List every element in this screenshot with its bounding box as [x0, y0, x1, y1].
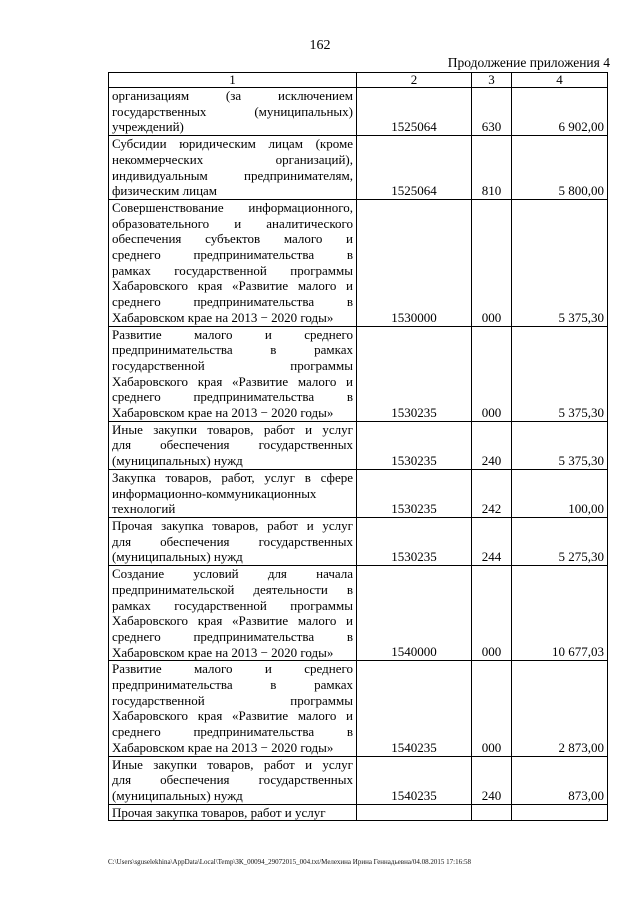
- table-row: [109, 469, 608, 517]
- row-description: [109, 661, 357, 756]
- description-line: Хабаровского края «Развитие малого и: [112, 278, 353, 294]
- description-line: Хабаровском крае на 2013 − 2020 годы»: [112, 739, 334, 755]
- column-header: 3: [472, 73, 512, 88]
- row-code: [357, 804, 472, 821]
- table-row: [109, 566, 608, 661]
- column-header: 2: [357, 73, 472, 88]
- table-row: [109, 326, 608, 421]
- description-line: государственных (муниципальных): [112, 103, 353, 119]
- description-line: образовательного и аналитического: [112, 215, 353, 231]
- file-path-footer: C:\Users\sguselekhina\AppData\Local\Temp\ЗК_00094_29072015_004.txt/Мелехина Ирина Геннадьевна/04.08.2015 17:16:58: [108, 858, 472, 866]
- description-line: (муниципальных) нужд: [112, 787, 243, 803]
- description-line: среднего предпринимательства в: [112, 294, 353, 310]
- description-line: среднего предпринимательства в: [112, 389, 353, 405]
- row-expense-type: 000: [472, 661, 512, 756]
- row-description: [109, 136, 357, 200]
- description-line: Создание условий для начала: [112, 566, 353, 582]
- row-description: [109, 756, 357, 804]
- description-line: Субсидии юридическим лицам (кроме: [112, 136, 353, 152]
- row-amount: 10 677,03: [512, 566, 608, 661]
- row-code: 1530000: [357, 199, 472, 326]
- row-code: 1530235: [357, 469, 472, 517]
- description-line: учреждений): [112, 119, 184, 135]
- row-code: 1540000: [357, 566, 472, 661]
- description-line: Хабаровского края «Развитие малого и: [112, 373, 353, 389]
- row-code: 1530235: [357, 421, 472, 469]
- row-code: 1525064: [357, 136, 472, 200]
- table-row: [109, 804, 608, 821]
- row-expense-type: 000: [472, 566, 512, 661]
- description-line: Прочая закупка товаров, работ и услуг: [112, 517, 353, 533]
- description-line: Хабаровского края «Развитие малого и: [112, 708, 353, 724]
- description-line: Развитие малого и среднего: [112, 326, 353, 342]
- column-header: 1: [109, 73, 357, 88]
- column-header: 4: [512, 73, 608, 88]
- row-description: [109, 199, 357, 326]
- row-description: [109, 804, 357, 821]
- description-line: некоммерческих организаций),: [112, 151, 353, 167]
- description-line: Развитие малого и среднего: [112, 661, 353, 677]
- table-row: [109, 517, 608, 565]
- table-row: [109, 88, 608, 136]
- row-expense-type: 240: [472, 421, 512, 469]
- row-expense-type: 240: [472, 756, 512, 804]
- row-code: 1530235: [357, 326, 472, 421]
- row-expense-type: 244: [472, 517, 512, 565]
- row-expense-type: 810: [472, 136, 512, 200]
- description-line: физическим лицам: [112, 183, 218, 199]
- row-description: [109, 469, 357, 517]
- row-description: [109, 421, 357, 469]
- description-line: для обеспечения государственных: [112, 437, 353, 453]
- description-line: Хабаровском крае на 2013 − 2020 годы»: [112, 405, 334, 421]
- row-amount: [512, 804, 608, 821]
- header-row: [109, 73, 608, 88]
- table-row: [109, 661, 608, 756]
- row-code: 1540235: [357, 756, 472, 804]
- description-line: Хабаровском крае на 2013 − 2020 годы»: [112, 309, 334, 325]
- description-line: Закупка товаров, работ, услуг в сфере: [112, 469, 353, 485]
- row-amount: 100,00: [512, 469, 608, 517]
- description-line: для обеспечения государственных: [112, 533, 353, 549]
- page-number: 162: [309, 38, 331, 53]
- description-line: среднего предпринимательства в: [112, 247, 353, 263]
- table-row: [109, 199, 608, 326]
- row-expense-type: 630: [472, 88, 512, 136]
- description-line: рамках государственной программы: [112, 262, 353, 278]
- description-line: организациям (за исключением: [112, 88, 353, 103]
- table-row: [109, 756, 608, 804]
- description-line: обеспечения субъектов малого и: [112, 231, 353, 247]
- description-line: среднего предпринимательства в: [112, 628, 353, 644]
- description-line: среднего предпринимательства в: [112, 724, 353, 740]
- row-expense-type: [472, 804, 512, 821]
- description-line: рамках государственной программы: [112, 597, 353, 613]
- description-line: Хабаровском крае на 2013 − 2020 годы»: [112, 644, 334, 660]
- row-expense-type: 000: [472, 199, 512, 326]
- description-line: для обеспечения государственных: [112, 772, 353, 788]
- description-line: государственной программы: [112, 357, 353, 373]
- row-code: 1530235: [357, 517, 472, 565]
- row-description: [109, 326, 357, 421]
- table-row: [109, 136, 608, 200]
- row-amount: 5 375,30: [512, 326, 608, 421]
- row-description: [109, 517, 357, 565]
- row-description: [109, 566, 357, 661]
- row-amount: 6 902,00: [512, 88, 608, 136]
- row-description: [109, 88, 357, 136]
- description-line: информационно-коммуникационных: [112, 485, 317, 501]
- budget-table: [108, 72, 608, 821]
- row-amount: 5 375,30: [512, 199, 608, 326]
- row-amount: 873,00: [512, 756, 608, 804]
- description-line: предпринимательства в рамках: [112, 342, 353, 358]
- row-amount: 2 873,00: [512, 661, 608, 756]
- row-expense-type: 000: [472, 326, 512, 421]
- row-code: 1540235: [357, 661, 472, 756]
- description-line: Хабаровского края «Развитие малого и: [112, 613, 353, 629]
- description-line: (муниципальных) нужд: [112, 453, 243, 469]
- row-amount: 5 275,30: [512, 517, 608, 565]
- row-amount: 5 375,30: [512, 421, 608, 469]
- row-code: 1525064: [357, 88, 472, 136]
- description-line: Иные закупки товаров, работ и услуг: [112, 421, 353, 437]
- description-line: предпринимательской деятельности в: [112, 581, 353, 597]
- description-line: (муниципальных) нужд: [112, 549, 243, 565]
- description-line: Прочая закупка товаров, работ и услуг: [112, 804, 326, 820]
- description-line: индивидуальным предпринимателям,: [112, 167, 353, 183]
- description-line: Совершенствование информационного,: [112, 199, 353, 215]
- description-line: государственной программы: [112, 692, 353, 708]
- row-expense-type: 242: [472, 469, 512, 517]
- description-line: предпринимательства в рамках: [112, 677, 353, 693]
- table-row: [109, 421, 608, 469]
- description-line: Иные закупки товаров, работ и услуг: [112, 756, 353, 772]
- row-amount: 5 800,00: [512, 136, 608, 200]
- continuation-label: Продолжение приложения 4: [447, 55, 610, 70]
- description-line: технологий: [112, 501, 176, 517]
